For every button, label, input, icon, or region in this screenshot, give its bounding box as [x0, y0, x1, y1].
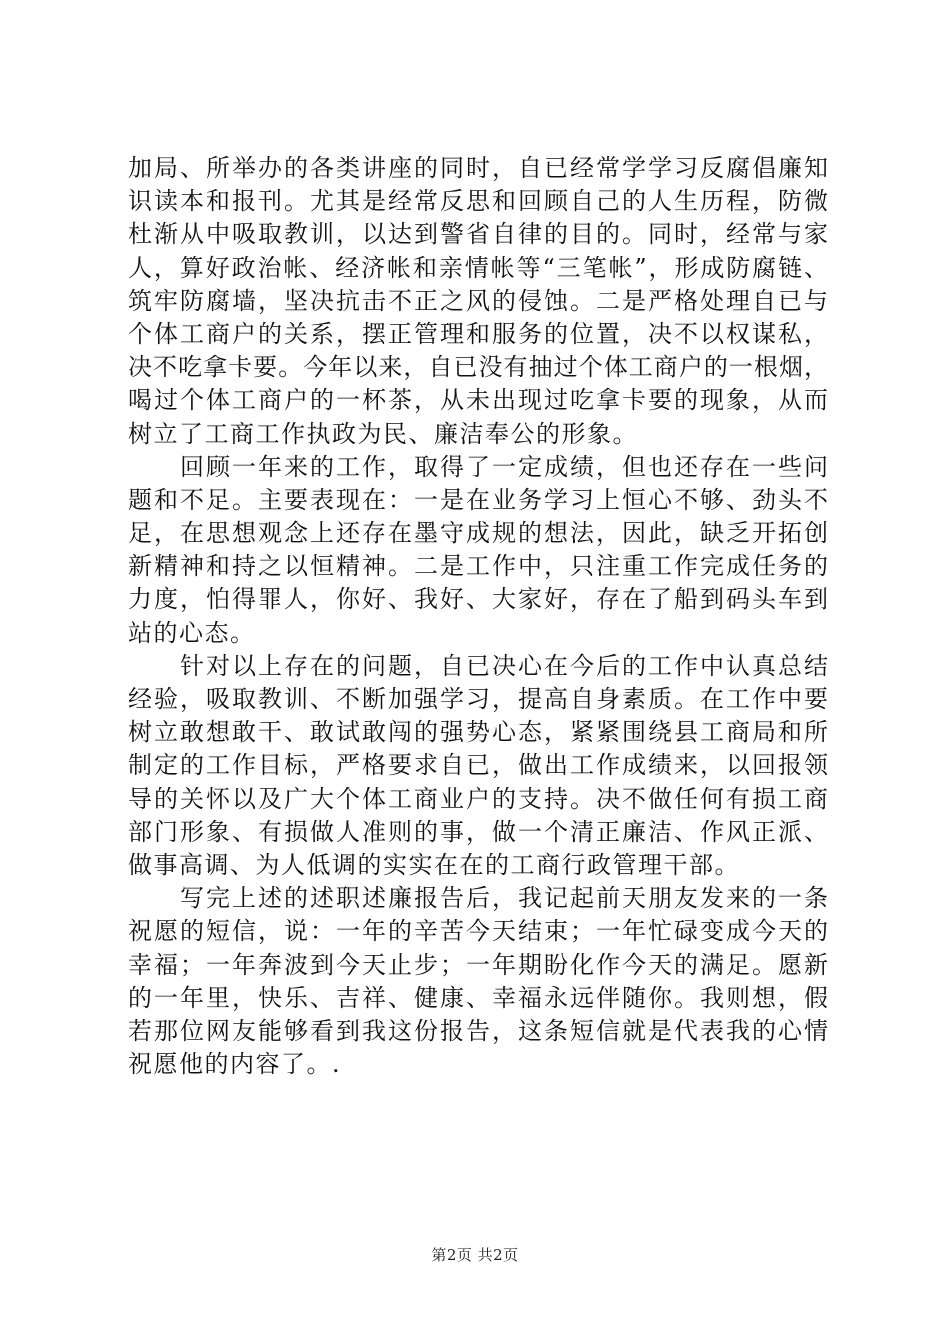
text-line: 喝过个体工商户的一杯茶，从未出现过吃拿卡要的现象，从而 — [128, 386, 828, 415]
text-line: 经验，吸取教训、不断加强学习，提高自身素质。在工作中要 — [128, 685, 828, 713]
text-line: 针对以上存在的问题，自已决心在今后的工作中认真总结 — [128, 651, 828, 680]
text-line: 的一年里，快乐、吉祥、健康、幸福永远伴随你。我则想，假 — [128, 983, 828, 1012]
text-line: 决不吃拿卡要。今年以来，自已没有抽过个体工商户的一根烟， — [128, 353, 828, 382]
text-line: 回顾一年来的工作，取得了一定成绩，但也还存在一些问 — [128, 452, 828, 481]
body-text — [128, 152, 828, 1081]
text-line: 部门形象、有损做人准则的事，做一个清正廉洁、作风正派、 — [128, 817, 828, 846]
text-line: 新精神和持之以恒精神。二是工作中，只注重工作完成任务的 — [128, 552, 828, 581]
text-line: 杜渐从中吸取教训，以达到警省自律的目的。同时，经常与家 — [128, 220, 828, 249]
text-line: 若那位网友能够看到我这份报告，这条短信就是代表我的心情 — [128, 1016, 828, 1045]
text-line: 人，算好政治帐、经济帐和亲情帐等“三笔帐”，形成防腐链、 — [128, 253, 828, 282]
text-line: 幸福；一年奔波到今天止步；一年期盼化作今天的满足。愿新 — [128, 950, 828, 979]
text-line: 力度，怕得罪人，你好、我好、大家好，存在了船到码头车到 — [128, 585, 828, 614]
text-line: 筑牢防腐墙，坚决抗击不正之风的侵蚀。二是严格处理自已与 — [128, 286, 828, 315]
text-line: 识读本和报刊。尤其是经常反思和回顾自己的人生历程，防微 — [128, 187, 828, 216]
text-line: 加局、所举办的各类讲座的同时，自已经常学学习反腐倡廉知 — [128, 154, 828, 182]
text-line: 写完上述的述职述廉报告后，我记起前天朋友发来的一条 — [128, 884, 828, 913]
text-line: 足，在思想观念上还存在墨守成规的想法，因此，缺乏开拓创 — [128, 519, 828, 548]
text-line: 祝愿的短信，说：一年的辛苦今天结束；一年忙碌变成今天的 — [128, 917, 828, 946]
text-line: 树立敢想敢干、敢试敢闯的强势心态，紧紧围绕县工商局和所 — [128, 718, 828, 747]
text-line: 制定的工作目标，严格要求自已，做出工作成绩来，以回报领 — [128, 751, 828, 780]
text-line: 个体工商户的关系，摆正管理和服务的位置，决不以权谋私， — [128, 319, 828, 348]
page-number-footer: 第2页 共2页 — [431, 1246, 519, 1264]
text-line: 导的关怀以及广大个体工商业户的支持。决不做任何有损工商 — [128, 784, 828, 813]
text-line: 祝愿他的内容了。. — [128, 1050, 342, 1079]
text-line: 站的心态。 — [128, 618, 256, 647]
text-line: 树立了工商工作执政为民、廉洁奉公的形象。 — [128, 419, 638, 448]
text-line: 题和不足。主要表现在：一是在业务学习上恒心不够、劲头不 — [128, 485, 828, 514]
text-line: 做事高调、为人低调的实实在在的工商行政管理干部。 — [128, 850, 740, 879]
